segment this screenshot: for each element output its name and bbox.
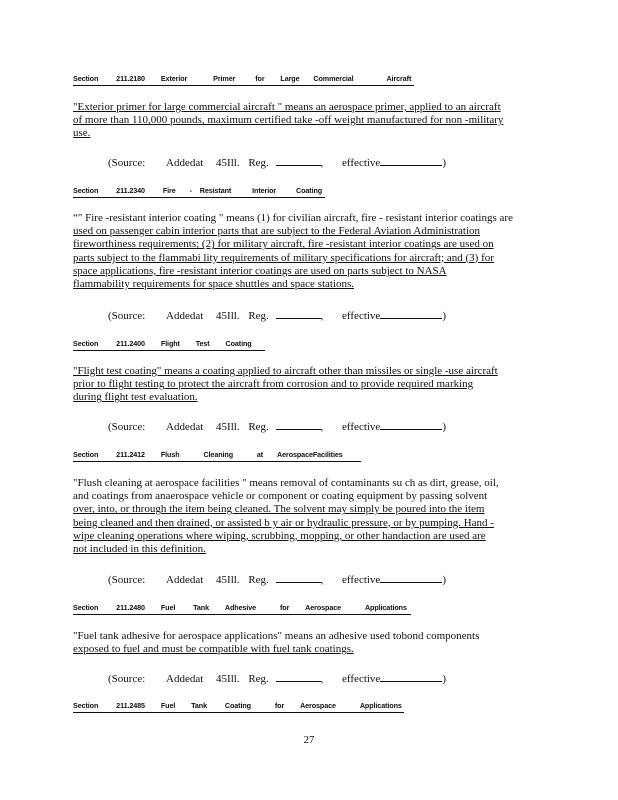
section-label: Section (73, 701, 99, 710)
heading-word: Interior (252, 186, 277, 195)
section-heading-211-2485 (73, 700, 404, 713)
heading-word: Flight (160, 339, 180, 348)
section-label: Section (73, 603, 99, 612)
source-effective: effective (342, 421, 381, 433)
source-note: (Source: Addedat 45Ill. Reg. , effective ) (108, 310, 446, 322)
heading-word: Coating (296, 186, 323, 195)
source-label: (Source: (108, 574, 146, 586)
source-volume: 45Ill. (216, 421, 240, 433)
heading-word: Aircraft (386, 74, 412, 83)
source-close: ) (442, 673, 446, 685)
source-note: (Source: Addedat 45Ill. Reg. , effective ) (108, 157, 446, 169)
section-label: Section (73, 74, 99, 83)
paragraph-line: used on passenger cabin interior parts that are subject to the Federal Aviation Administration (73, 225, 480, 238)
heading-word: Exterior (160, 74, 188, 83)
section-number: 211.2180 (116, 74, 145, 83)
paragraph-line: parts subject to the flammabi lity requirements of military specifications for aircraft; and (3) for (73, 251, 494, 264)
paragraph-line: and coatings from anaerospace vehicle or component or coating equipment by passing solvent (73, 490, 488, 503)
source-note: (Source: Addedat 45Ill. Reg. , effective ) (108, 574, 446, 586)
heading-word: Fuel (160, 603, 176, 612)
heading-word: at (256, 450, 264, 459)
definition-paragraph-flush-cleaning (73, 477, 539, 556)
section-label: Section (73, 186, 99, 195)
source-volume: 45Ill. (216, 310, 240, 322)
source-close: ) (442, 574, 446, 586)
heading-word: Aerospace (300, 701, 336, 710)
heading-word: Fuel (160, 701, 176, 710)
source-volume: 45Ill. (216, 574, 240, 586)
paragraph-line: space applications, fire -resistant interior coatings are used on parts subject to NASA (73, 264, 447, 277)
section-heading-211-2480 (73, 602, 411, 615)
section-heading-211-2340 (73, 185, 325, 198)
heading-word: Tank (191, 701, 207, 710)
paragraph-line: being cleaned and then drained, or assisted b y air or hydraulic pressure, or by pumping. Hand - (73, 516, 494, 529)
paragraph-line: "Flight test coating" means a coating applied to aircraft other than missiles or single -use aircraft (73, 365, 498, 377)
heading-word: Primer (213, 74, 236, 83)
section-heading-211-2412 (73, 449, 361, 462)
source-addedat: Addedat (166, 421, 204, 433)
paragraph-line: "Fuel tank adhesive for aerospace applications" means an adhesive used tobond components (73, 630, 480, 642)
page-number: 27 (303, 734, 315, 746)
source-reg: Reg. (248, 574, 269, 586)
definition-paragraph-fuel-tank-adhesive (73, 630, 539, 656)
effective-blank (380, 309, 442, 319)
heading-word: Adhesive (224, 603, 257, 612)
heading-word: Test (195, 339, 210, 348)
reg-blank (276, 309, 321, 319)
effective-blank (380, 573, 442, 583)
paragraph-line: "Exterior primer for large commercial aircraft " means an aerospace primer, applied to an aircraft (73, 101, 501, 113)
heading-word: for (274, 701, 285, 710)
source-reg: Reg. (248, 421, 269, 433)
source-label: (Source: (108, 157, 146, 169)
source-reg: Reg. (248, 673, 269, 685)
source-reg: Reg. (248, 157, 269, 169)
paragraph-line: exposed to fuel and must be compatible with fuel tank coatings. (73, 643, 354, 656)
reg-blank (276, 156, 321, 166)
source-note: (Source: Addedat 45Ill. Reg. , effective ) (108, 673, 446, 685)
heading-word: Applications (364, 603, 407, 612)
heading-word: Cleaning (203, 450, 233, 459)
heading-word: Commercial (313, 74, 354, 83)
source-volume: 45Ill. (216, 673, 240, 685)
paragraph-line: “" Fire -resistant interior coating " means (1) for civilian aircraft, fire - resistant interior coatings are (73, 212, 513, 224)
source-effective: effective (342, 574, 381, 586)
heading-word: Resistant (199, 186, 232, 195)
source-note: (Source: Addedat 45Ill. Reg. , effective ) (108, 421, 446, 433)
source-addedat: Addedat (166, 673, 204, 685)
heading-word: for (279, 603, 290, 612)
reg-blank (276, 573, 321, 583)
heading-word: Tank (193, 603, 209, 612)
section-number: 211.2412 (116, 450, 145, 459)
source-addedat: Addedat (166, 310, 204, 322)
paragraph-line: fireworthiness requirements; (2) for military aircraft, fire -resistant interior coatings are used on (73, 238, 494, 251)
heading-word: Applications (359, 701, 402, 710)
source-reg: Reg. (248, 310, 269, 322)
section-label: Section (73, 450, 99, 459)
section-heading-211-2400 (73, 338, 265, 351)
source-addedat: Addedat (166, 157, 204, 169)
definition-paragraph-fire-resistant-coating (73, 212, 539, 291)
section-heading-211-2180 (73, 73, 414, 86)
source-label: (Source: (108, 673, 146, 685)
reg-blank (276, 420, 321, 430)
reg-blank (276, 672, 321, 682)
effective-blank (380, 420, 442, 430)
paragraph-line: during flight test evaluation. (73, 391, 198, 404)
heading-word: Aerospace (305, 603, 342, 612)
section-number: 211.2480 (116, 603, 145, 612)
source-volume: 45Ill. (216, 157, 240, 169)
source-close: ) (442, 310, 446, 322)
paragraph-line: not included in this definition. (73, 543, 206, 556)
paragraph-line: use. (73, 127, 91, 140)
heading-word: Fire (162, 186, 176, 195)
section-number: 211.2485 (116, 701, 145, 710)
paragraph-line: of more than 110,000 pounds, maximum certified take -off weight manufactured for non -military (73, 114, 504, 127)
heading-word: Large (280, 74, 300, 83)
heading-word: Coating (225, 339, 252, 348)
definition-paragraph-exterior-primer (73, 101, 539, 141)
heading-word: AerospaceFacilities (277, 450, 343, 459)
source-label: (Source: (108, 310, 146, 322)
source-label: (Source: (108, 421, 146, 433)
heading-word: - (189, 186, 192, 195)
source-close: ) (442, 157, 446, 169)
paragraph-line: "Flush cleaning at aerospace facilities " means removal of contaminants su ch as dirt, grease, oil, (73, 477, 499, 489)
paragraph-line: prior to flight testing to protect the aircraft from corrosion and to provide required marking (73, 378, 474, 391)
effective-blank (380, 156, 442, 166)
source-effective: effective (342, 310, 381, 322)
section-label: Section (73, 339, 99, 348)
source-effective: effective (342, 157, 381, 169)
paragraph-line: flammability requirements for space shuttles and space stations. (73, 278, 355, 291)
source-effective: effective (342, 673, 381, 685)
source-close: ) (442, 421, 446, 433)
definition-paragraph-flight-test-coating (73, 365, 539, 405)
heading-word: Flush (160, 450, 180, 459)
effective-blank (380, 672, 442, 682)
heading-word: for (255, 74, 265, 83)
heading-word: Coating (224, 701, 251, 710)
section-number: 211.2340 (116, 186, 145, 195)
paragraph-line: over, into, or through the item being cleaned. The solvent may simply be poured into the item (73, 503, 485, 516)
paragraph-line: wipe cleaning operations where wiping, scrubbing, mopping, or other handaction are used are (73, 529, 486, 542)
source-addedat: Addedat (166, 574, 204, 586)
section-number: 211.2400 (116, 339, 145, 348)
